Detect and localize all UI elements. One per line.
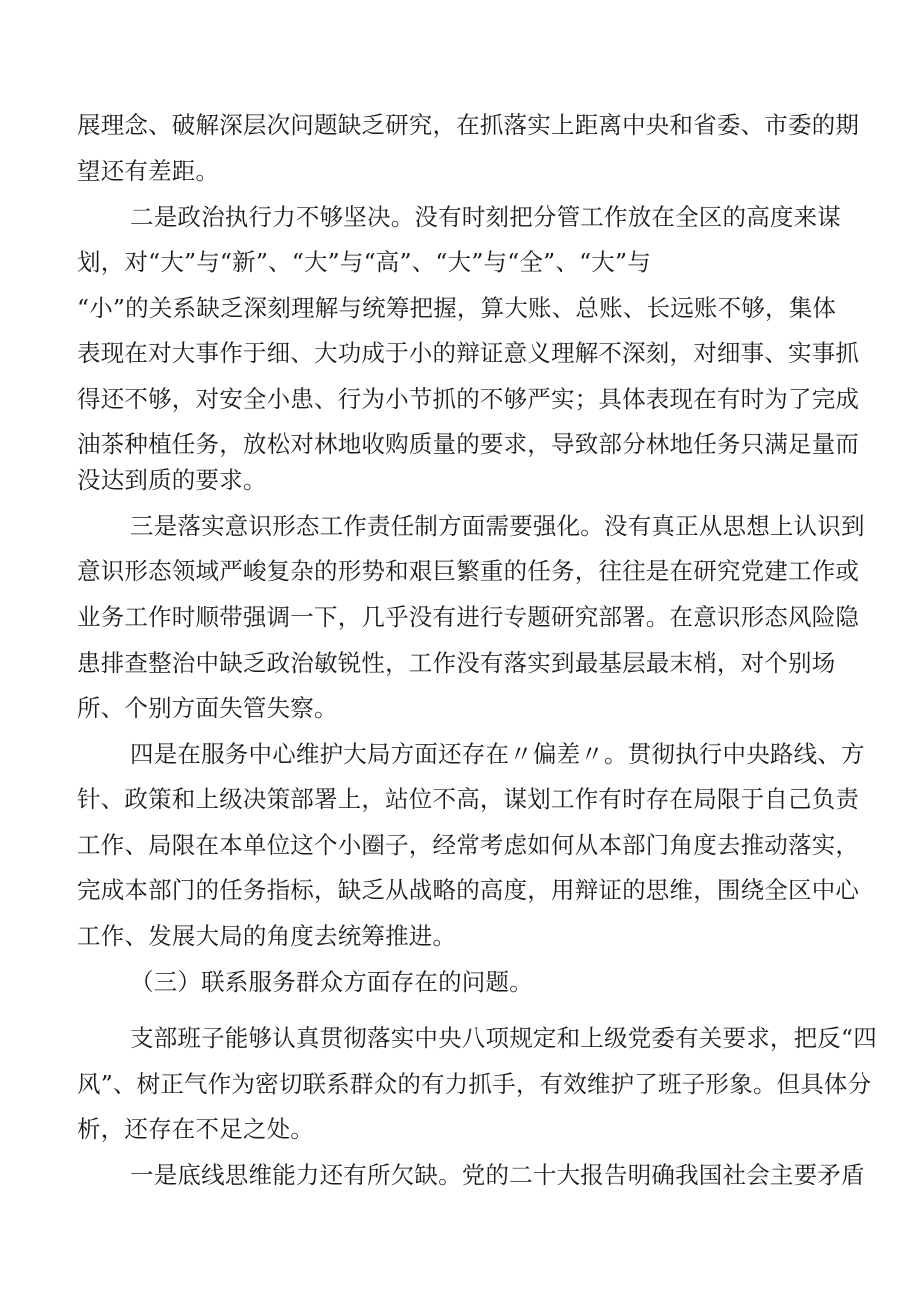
text-line: 风”、树正气作为密切联系群众的有力抓手，有效维护了班子形象。但具体分 xyxy=(77,1070,872,1098)
text-line: 展理念、破解深层次问题缺乏研究，在抓落实上距离中央和省委、市委的期 xyxy=(77,111,860,139)
text-line: “小”的关系缺乏深刻理解与统筹把握，算大账、总账、长远账不够，集体 xyxy=(77,294,837,322)
text-line: 望还有差距。 xyxy=(77,157,220,185)
text-line: 四是在服务中心维护大局方面还存在〃偏差〃。贯彻执行中央路线、方 xyxy=(130,740,865,768)
text-line: 油茶种植任务，放松对林地收购质量的要求，导致部分林地任务只满足量而 xyxy=(77,430,860,458)
text-line: 工作、局限在本单位这个小圈子，经常考虑如何从本部门角度去推动落实， xyxy=(77,831,860,859)
text-line: 没达到质的要求。 xyxy=(77,466,267,494)
text-line: 三是落实意识形态工作责任制方面需要强化。没有真正从思想上认识到 xyxy=(130,512,865,540)
text-line: 一是底线思维能力还有所欠缺。党的二十大报告明确我国社会主要矛盾 xyxy=(130,1161,865,1189)
text-line: 所、个别方面失管失察。 xyxy=(77,694,338,722)
text-line: 支部班子能够认真贯彻落实中央八项规定和上级党委有关要求，把反“四 xyxy=(130,1024,877,1052)
text-line: 业务工作时顺带强调一下，几乎没有进行专题研究部署。在意识形态风险隐 xyxy=(77,603,860,631)
section-heading: （三）联系服务群众方面存在的问题。 xyxy=(130,968,533,996)
text-line: 意识形态领域严峻复杂的形势和艰巨繁重的任务，往往是在研究党建工作或 xyxy=(77,557,860,585)
text-line: 得还不够，对安全小患、行为小节抓的不够严实；具体表现在有时为了完成 xyxy=(77,385,860,413)
text-line: 针、政策和上级决策部署上，站位不高，谋划工作有时存在局限于自己负责 xyxy=(77,785,860,813)
text-line: 析，还存在不足之处。 xyxy=(77,1115,314,1143)
text-line: 划，对“大”与“新”、“大”与“高”、“大”与“全”、“大”与 xyxy=(77,248,651,276)
text-line: 二是政治执行力不够坚决。没有时刻把分管工作放在全区的高度来谋 xyxy=(130,203,841,231)
text-line: 患排查整治中缺乏政治敏锐性，工作没有落实到最基层最末梢，对个别场 xyxy=(77,649,836,677)
text-line: 工作、发展大局的角度去统筹推进。 xyxy=(77,922,457,950)
text-line: 表现在对大事作于细、大功成于小的辩证意义理解不深刻，对细事、实事抓 xyxy=(77,339,860,367)
text-line: 完成本部门的任务指标，缺乏从战略的高度，用辩证的思维，围绕全区中心 xyxy=(77,876,860,904)
